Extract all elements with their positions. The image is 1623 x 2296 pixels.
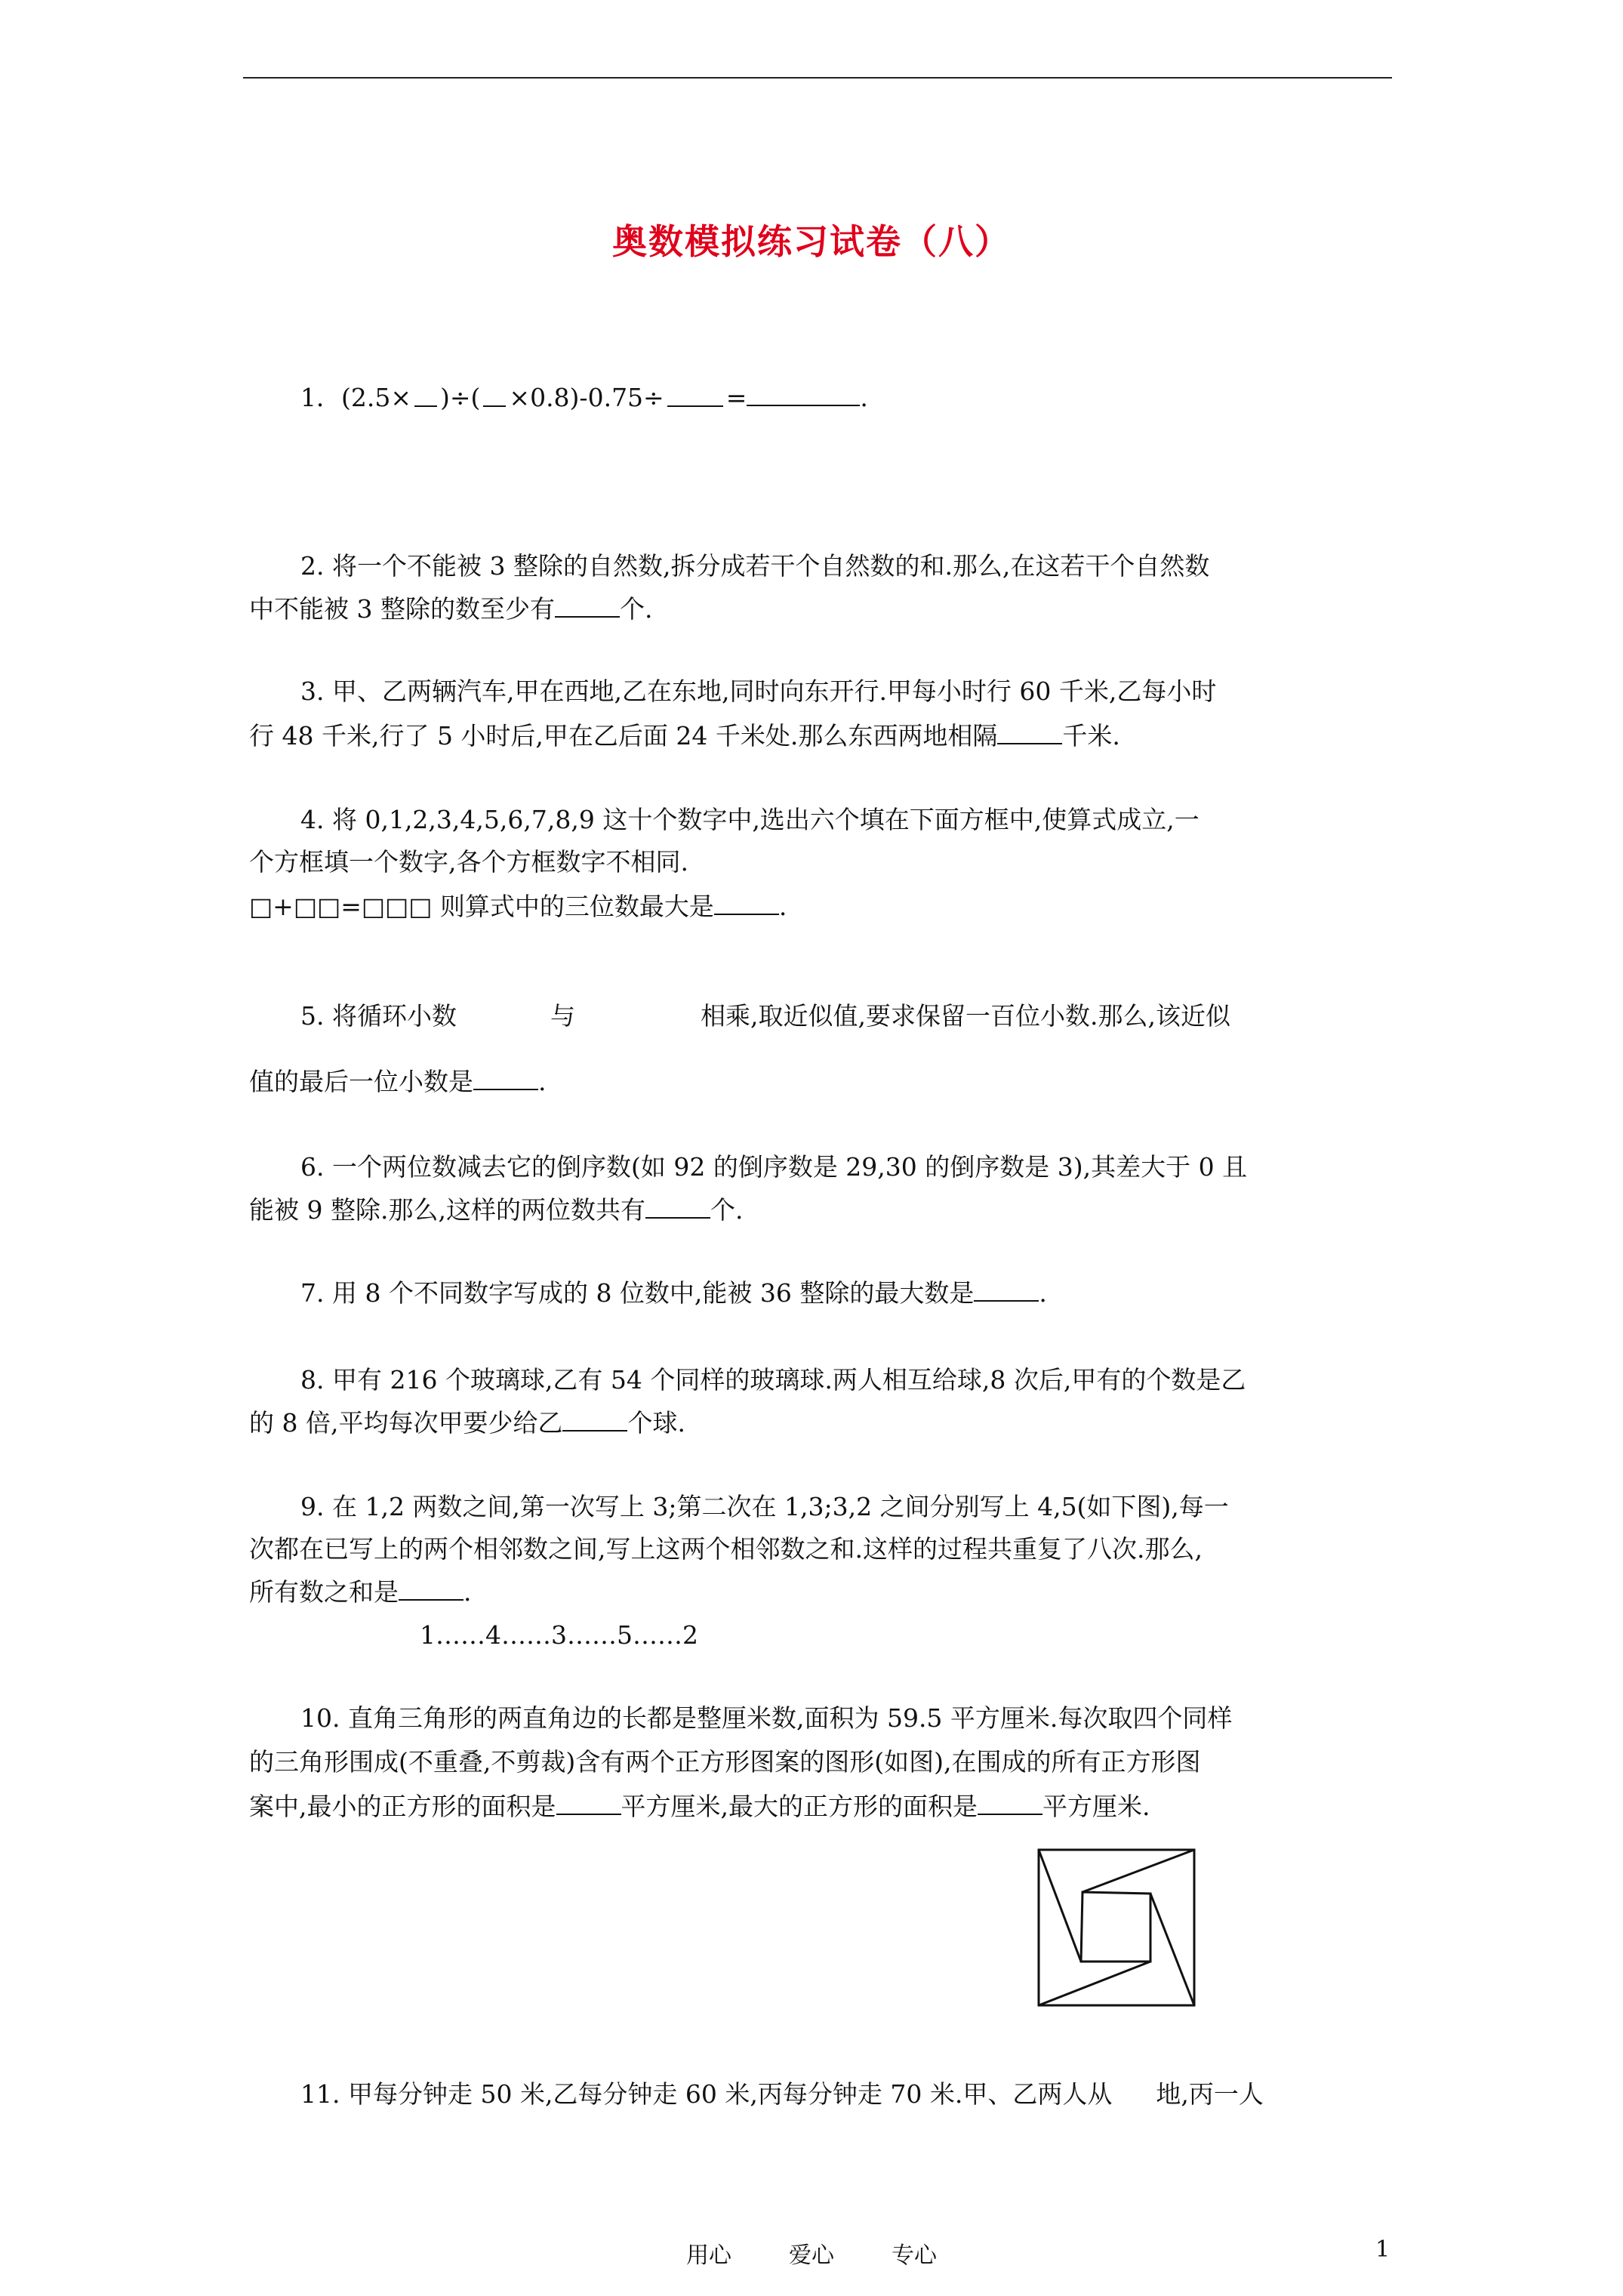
question-3-line-2: 行 48 千米,行了 5 小时后,甲在乙后面 24 千米处.那么东西两地相隔 千米. bbox=[249, 721, 1120, 750]
question-10-line-2: 的三角形围成(不重叠,不剪裁)含有两个正方形图案的图形(如图),在围成的所有正方形图 bbox=[249, 1747, 1201, 1777]
question-8-line-2: 的 8 倍,平均每次甲要少给乙 个球. bbox=[249, 1408, 685, 1438]
answer-blank[interactable] bbox=[714, 891, 779, 915]
footer-motto: 用心 爱心 专心 bbox=[686, 2242, 937, 2269]
question-9-line-3: 所有数之和是 . bbox=[249, 1577, 472, 1607]
header-rule bbox=[243, 77, 1392, 79]
question-5-line-2: 值的最后一位小数是 . bbox=[249, 1067, 547, 1096]
question-5-line-1: 5. 将循环小数 与 相乘,取近似值,要求保留一百位小数.那么,该近似 bbox=[300, 1001, 1230, 1031]
question-9-line-1: 9. 在 1,2 两数之间,第一次写上 3;第二次在 1,3;3,2 之间分别写上 4,5(如下图),每一 bbox=[300, 1492, 1229, 1521]
question-6-line-1: 6. 一个两位数减去它的倒序数(如 92 的倒序数是 29,30 的倒序数是 3),其差大于 0 且 bbox=[300, 1152, 1248, 1182]
question-4-line-3: □+□□=□□□ 则算式中的三位数最大是 . bbox=[249, 892, 787, 921]
question-7: 7. 用 8 个不同数字写成的 8 位数中,能被 36 整除的最大数是 . bbox=[300, 1278, 1047, 1308]
answer-blank[interactable] bbox=[645, 1194, 710, 1219]
answer-blank[interactable] bbox=[974, 1277, 1039, 1302]
answer-blank[interactable] bbox=[997, 720, 1062, 744]
question-3-line-1: 3. 甲、乙两辆汽车,甲在西地,乙在东地,同时向东开行.甲每小时行 60 千米,乙每小时 bbox=[300, 676, 1217, 706]
question-4-line-2: 个方框填一个数字,各个方框数字不相同. bbox=[249, 847, 688, 877]
question-10-line-3: 案中,最小的正方形的面积是 平方厘米,最大的正方形的面积是 平方厘米. bbox=[249, 1792, 1150, 1821]
fraction-mark bbox=[667, 392, 723, 407]
page-number: 1 bbox=[1375, 2236, 1390, 2263]
answer-blank[interactable] bbox=[556, 1791, 621, 1815]
answer-blank[interactable] bbox=[555, 593, 620, 618]
question-2-line-1: 2. 将一个不能被 3 整除的自然数,拆分成若干个自然数的和.那么,在这若干个自然数 bbox=[300, 551, 1210, 581]
answer-blank[interactable] bbox=[562, 1407, 627, 1432]
fraction-mark bbox=[414, 392, 437, 407]
question-11: 11. 甲每分钟走 50 米,乙每分钟走 60 米,丙每分钟走 70 米.甲、乙两人从 地,丙一人 bbox=[300, 2079, 1264, 2109]
number-sequence: 1……4……3……5……2 bbox=[420, 1620, 698, 1650]
page-title: 奥数模拟练习试卷（八） bbox=[612, 221, 1011, 262]
answer-blank[interactable] bbox=[473, 1066, 538, 1090]
answer-blank[interactable] bbox=[399, 1576, 463, 1601]
question-1: 1．(2.5× )÷( ×0.8)-0.75÷ = . bbox=[300, 383, 868, 412]
question-9-line-2: 次都在已写上的两个相邻数之间,写上这两个相邻数之和.这样的过程共重复了八次.那么, bbox=[249, 1534, 1203, 1564]
question-10-line-1: 10. 直角三角形的两直角边的长都是整厘米数,面积为 59.5 平方厘米.每次取四个同样 bbox=[300, 1703, 1233, 1733]
question-2-line-2: 中不能被 3 整除的数至少有 个. bbox=[249, 594, 653, 624]
square-pattern-figure bbox=[1037, 1848, 1196, 2007]
question-6-line-2: 能被 9 整除.那么,这样的两位数共有 个. bbox=[249, 1195, 744, 1225]
question-8-line-1: 8. 甲有 216 个玻璃球,乙有 54 个同样的玻璃球.两人相互给球,8 次后,甲有的个数是乙 bbox=[300, 1365, 1246, 1395]
question-4-line-1: 4. 将 0,1,2,3,4,5,6,7,8,9 这十个数字中,选出六个填在下面方框中,使算式成立,一 bbox=[300, 805, 1200, 834]
answer-blank[interactable] bbox=[747, 382, 860, 406]
fraction-mark bbox=[483, 392, 506, 407]
answer-blank[interactable] bbox=[978, 1791, 1042, 1815]
